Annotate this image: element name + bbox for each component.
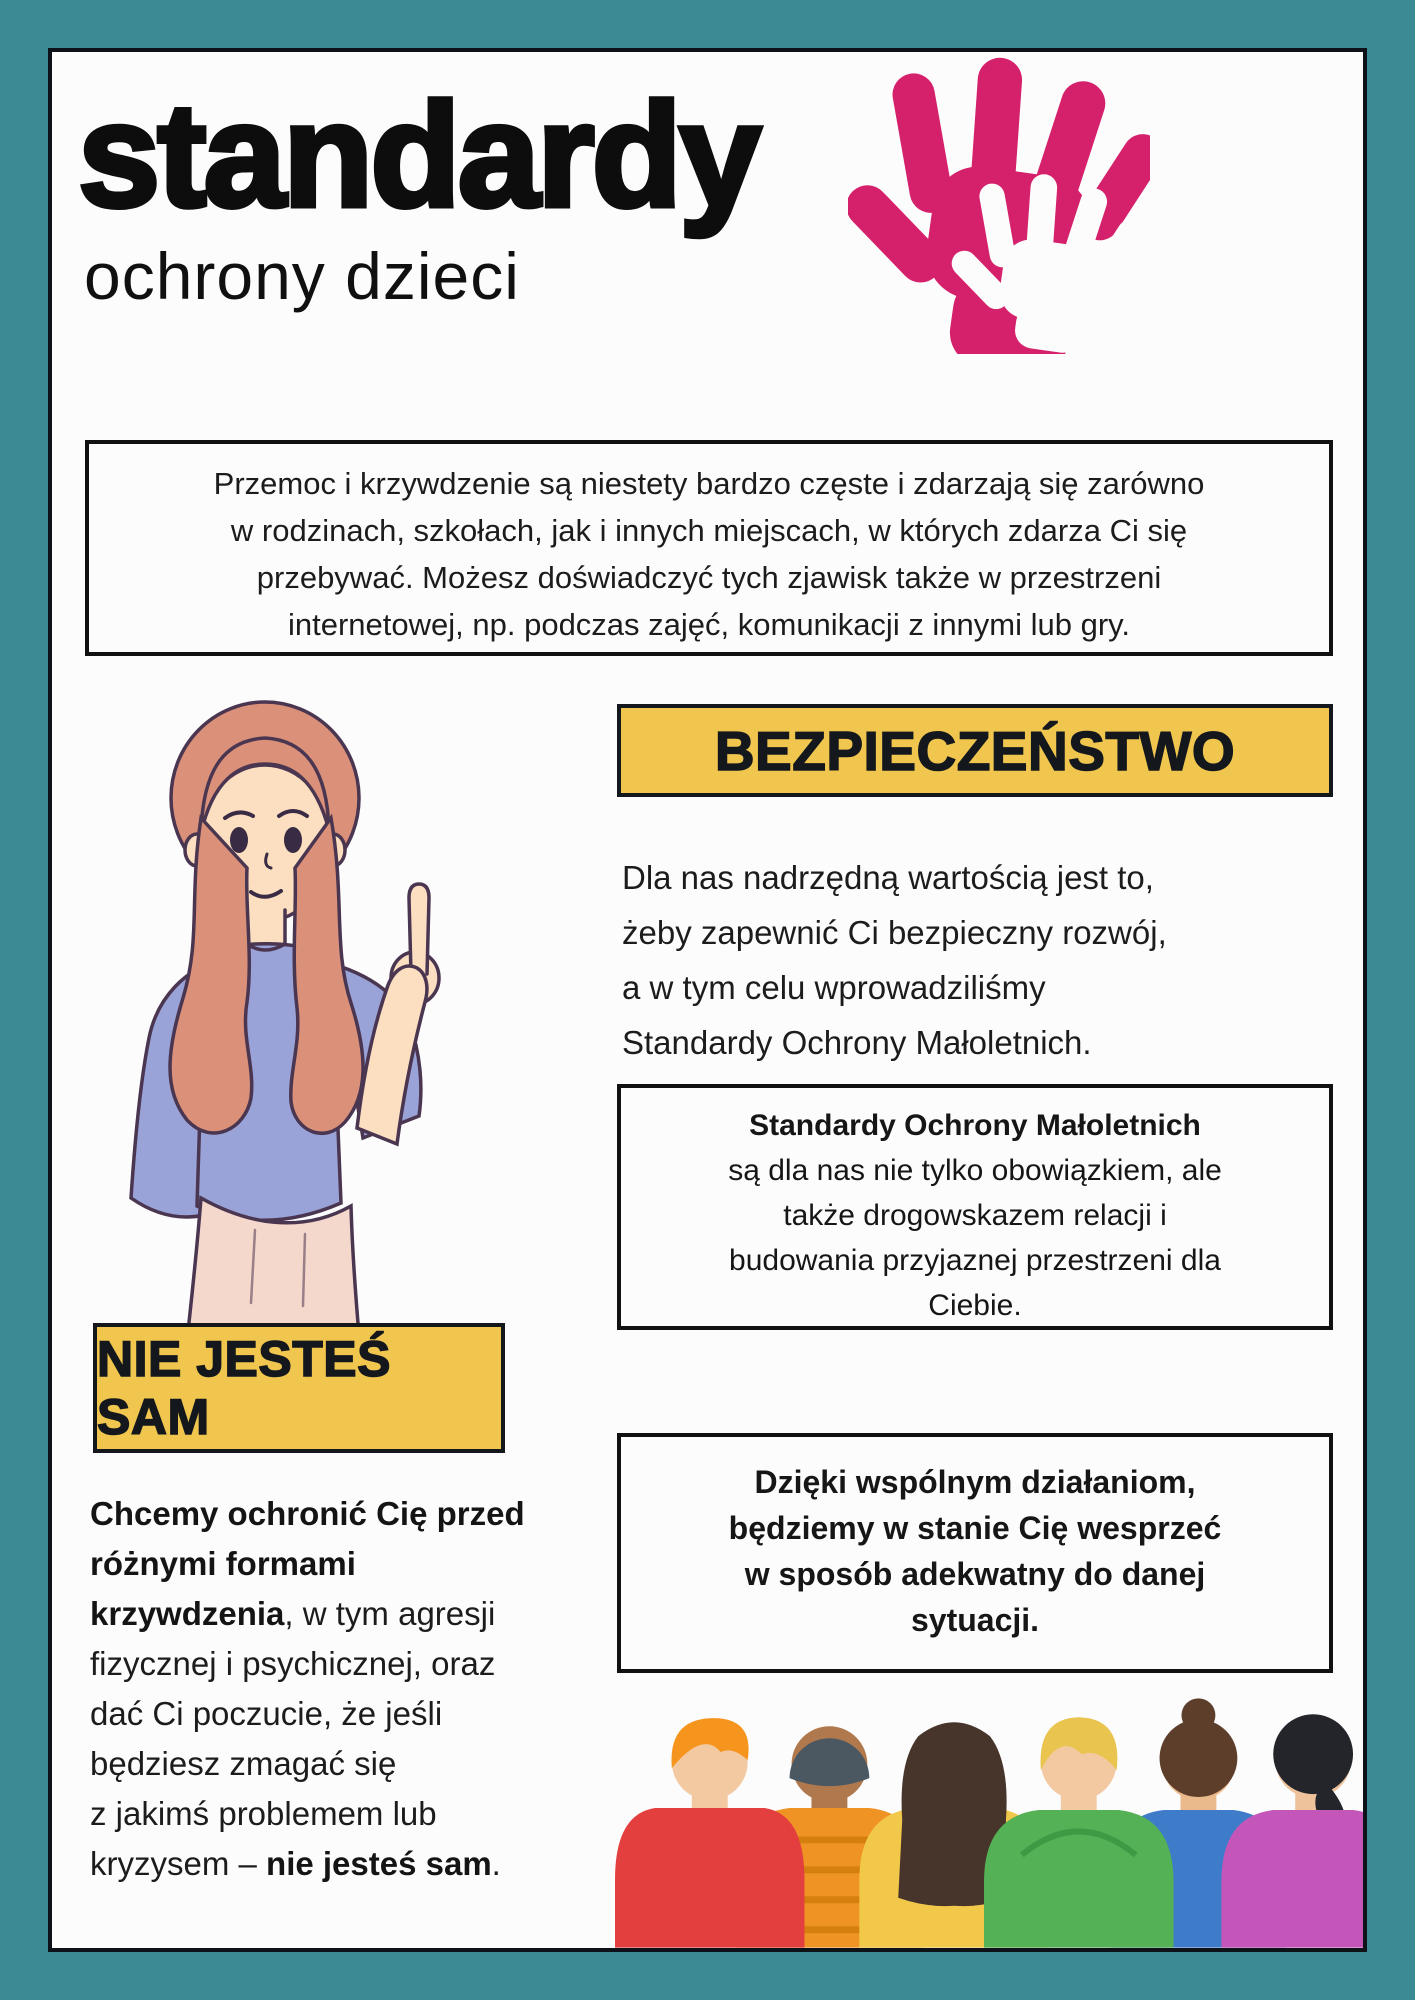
together-line: w sposób adekwatny do danej [744,1556,1206,1592]
page-subtitle: ochrony dzieci [84,239,520,313]
standards-line: Ciebie. [928,1289,1022,1322]
not-alone-heading-box [93,1323,505,1453]
standards-line: także drogowskazem relacji i [783,1199,1167,1232]
intro-line: przebywać. Możesz doświadczyć tych zjawisk także w przestrzeni [256,560,1162,595]
children-group-icon [615,1690,1363,1948]
safety-line: Standardy Ochrony Małoletnich. [622,1024,1092,1061]
together-line: Dzięki wspólnym działaniom, [754,1464,1196,1500]
child-red-shirt [615,1718,804,1947]
intro-line: internetowej, np. podczas zajęć, komunikacji z innymi lub gry. [288,607,1130,642]
safety-line: Dla nas nadrzędną wartością jest to, [622,859,1154,896]
safety-line: a w tym celu wprowadziliśmy [622,969,1046,1006]
safety-heading-box [617,704,1333,797]
not-alone-paragraph: Chcemy ochronić Cię przed różnymi formami krzywdzenia, w tym agresji fizycznej i psychicznej, oraz dać Ci poczucie, że jeśli będziesz zmagać się z jakimś problemem lub kryzysem – nie jesteś sam. [90,1495,525,1882]
safety-paragraph [622,850,1242,1070]
safety-heading: BEZPIECZEŃSTWO [714,719,1236,782]
standards-line: są dla nas nie tylko obowiązkiem, ale [728,1154,1222,1187]
not-alone-heading: NIE JESTEŚ SAM [97,1331,391,1445]
safety-line: żeby zapewnić Ci bezpieczny rozwój, [622,914,1167,951]
hands-logo-icon [848,52,1150,354]
intro-line: Przemoc i krzywdzenie są niestety bardzo częste i zdarzają się zarówno [213,466,1205,501]
together-line: sytuacji. [910,1602,1040,1638]
intro-box [85,440,1333,656]
child-ponytail-magenta [1221,1714,1363,1947]
together-box [617,1433,1333,1673]
intro-line: w rodzinach, szkołach, jak i innych miejscach, w których zdarza Ci się [230,513,1188,548]
together-line: będziemy w stanie Cię wesprzeć [728,1510,1222,1546]
child-green-hoodie [984,1717,1173,1947]
standards-box [617,1084,1333,1330]
standards-line: budowania przyjaznej przestrzeni dla [729,1244,1221,1277]
standards-line: Standardy Ochrony Małoletnich [749,1109,1201,1142]
page-panel [48,48,1367,1952]
page-title: standardy [78,73,759,238]
